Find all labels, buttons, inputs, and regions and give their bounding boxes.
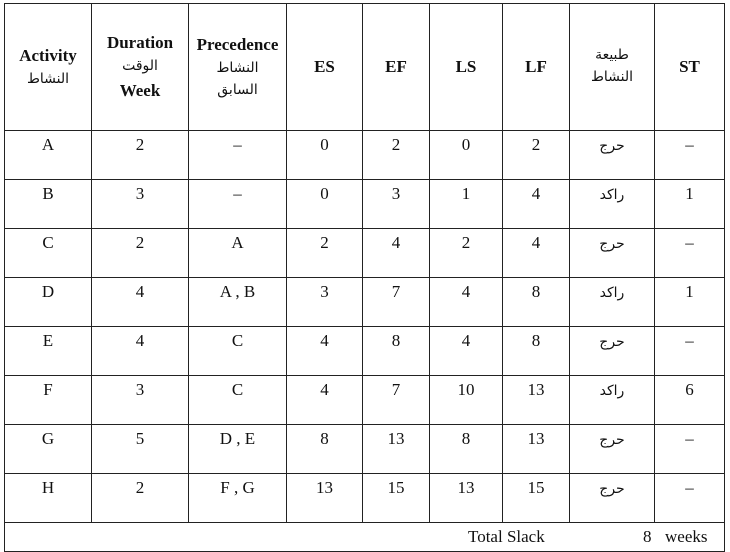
- cell-st: –: [655, 229, 725, 278]
- cell-lf: 8: [503, 278, 570, 327]
- cell-activity: D: [5, 278, 92, 327]
- header-duration-unit: Week: [119, 80, 161, 100]
- cell-nature-text: حرج: [599, 432, 625, 448]
- cell-st: –: [655, 327, 725, 376]
- cell-es: 8: [287, 425, 363, 474]
- cell-activity: E: [5, 327, 92, 376]
- header-nature-ar2: النشاط: [590, 69, 634, 85]
- cell-ef: 15: [363, 474, 430, 523]
- cell-activity: B: [5, 180, 92, 229]
- table-row: [5, 131, 725, 180]
- cell-lf: 4: [503, 180, 570, 229]
- cell-ls: 2: [430, 229, 503, 278]
- cell-ls: 10: [430, 376, 503, 425]
- table-row: [5, 180, 725, 229]
- table-body: [5, 131, 725, 523]
- cell-duration: 4: [92, 327, 189, 376]
- cell-activity: F: [5, 376, 92, 425]
- cell-nature: [570, 327, 655, 376]
- header-activity-ar: النشاط: [26, 71, 70, 88]
- cell-st: 1: [655, 278, 725, 327]
- cell-es: 4: [287, 376, 363, 425]
- cell-es: 0: [287, 180, 363, 229]
- cell-st: –: [655, 131, 725, 180]
- cell-nature: [570, 425, 655, 474]
- cell-lf: 13: [503, 376, 570, 425]
- table-row: [5, 474, 725, 523]
- cell-ls: 13: [430, 474, 503, 523]
- header-duration-en: Duration: [106, 32, 174, 52]
- cell-duration: 3: [92, 180, 189, 229]
- cell-nature: [570, 474, 655, 523]
- table-row: [5, 327, 725, 376]
- total-cell: [5, 523, 725, 552]
- cell-lf: 15: [503, 474, 570, 523]
- cell-nature-text: حرج: [599, 236, 625, 252]
- cell-nature: [570, 131, 655, 180]
- cell-activity: H: [5, 474, 92, 523]
- cell-precedence: A: [189, 229, 287, 278]
- cell-es: 3: [287, 278, 363, 327]
- cell-nature: [570, 278, 655, 327]
- cell-precedence: C: [189, 376, 287, 425]
- cell-st: 1: [655, 180, 725, 229]
- header-duration: [92, 4, 189, 131]
- header-st: ST: [655, 4, 725, 131]
- cell-duration: 4: [92, 278, 189, 327]
- header-ls: LS: [430, 4, 503, 131]
- cell-ef: 8: [363, 327, 430, 376]
- cell-nature: [570, 229, 655, 278]
- cell-es: 4: [287, 327, 363, 376]
- cell-ef: 2: [363, 131, 430, 180]
- cell-duration: 5: [92, 425, 189, 474]
- cell-lf: 4: [503, 229, 570, 278]
- cell-precedence: A , B: [189, 278, 287, 327]
- cell-precedence: –: [189, 131, 287, 180]
- cell-duration: 3: [92, 376, 189, 425]
- cell-ls: 4: [430, 327, 503, 376]
- cell-nature-text: راكد: [599, 187, 625, 203]
- cell-st: –: [655, 425, 725, 474]
- cell-ef: 7: [363, 376, 430, 425]
- cell-precedence: D , E: [189, 425, 287, 474]
- cell-nature-text: راكد: [599, 285, 625, 301]
- cell-es: 0: [287, 131, 363, 180]
- cell-nature-text: حرج: [599, 138, 625, 154]
- header-nature-ar1: طبيعة: [595, 47, 629, 64]
- cell-ls: 4: [430, 278, 503, 327]
- header-nature: [570, 4, 655, 131]
- header-activity: [5, 4, 92, 131]
- cell-ls: 1: [430, 180, 503, 229]
- total-row: [5, 523, 725, 552]
- header-row: [5, 4, 725, 131]
- header-ef: EF: [363, 4, 430, 131]
- cell-lf: 2: [503, 131, 570, 180]
- cell-precedence: F , G: [189, 474, 287, 523]
- header-precedence-en: Precedence: [196, 35, 279, 55]
- table-row: [5, 278, 725, 327]
- cell-ls: 8: [430, 425, 503, 474]
- table-row: [5, 376, 725, 425]
- total-slack-value: 8: [643, 527, 652, 546]
- cell-duration: 2: [92, 229, 189, 278]
- cell-es: 13: [287, 474, 363, 523]
- cell-duration: 2: [92, 131, 189, 180]
- header-precedence-ar2: السابق: [217, 82, 258, 99]
- cell-ef: 7: [363, 278, 430, 327]
- cell-lf: 13: [503, 425, 570, 474]
- cell-nature-text: حرج: [599, 334, 625, 350]
- cell-nature-text: حرج: [599, 481, 625, 497]
- cell-nature: [570, 180, 655, 229]
- cell-st: –: [655, 474, 725, 523]
- header-es: ES: [287, 4, 363, 131]
- table-row: [5, 229, 725, 278]
- cell-lf: 8: [503, 327, 570, 376]
- cell-activity: C: [5, 229, 92, 278]
- cell-precedence: C: [189, 327, 287, 376]
- cell-ef: 4: [363, 229, 430, 278]
- cpm-table: [4, 3, 725, 552]
- cell-st: 6: [655, 376, 725, 425]
- cell-ef: 13: [363, 425, 430, 474]
- cell-activity: A: [5, 131, 92, 180]
- header-duration-ar: الوقت: [122, 58, 158, 75]
- total-slack-unit: weeks: [665, 527, 708, 546]
- table-row: [5, 425, 725, 474]
- header-activity-en: Activity: [19, 45, 77, 65]
- cell-nature: [570, 376, 655, 425]
- cell-es: 2: [287, 229, 363, 278]
- cell-ls: 0: [430, 131, 503, 180]
- cell-activity: G: [5, 425, 92, 474]
- cell-nature-text: راكد: [599, 383, 625, 399]
- total-slack-label: Total Slack: [468, 527, 545, 546]
- header-precedence-ar1: النشاط: [216, 60, 259, 77]
- header-lf: LF: [503, 4, 570, 131]
- cell-precedence: –: [189, 180, 287, 229]
- cell-duration: 2: [92, 474, 189, 523]
- header-precedence: [189, 4, 287, 131]
- cell-ef: 3: [363, 180, 430, 229]
